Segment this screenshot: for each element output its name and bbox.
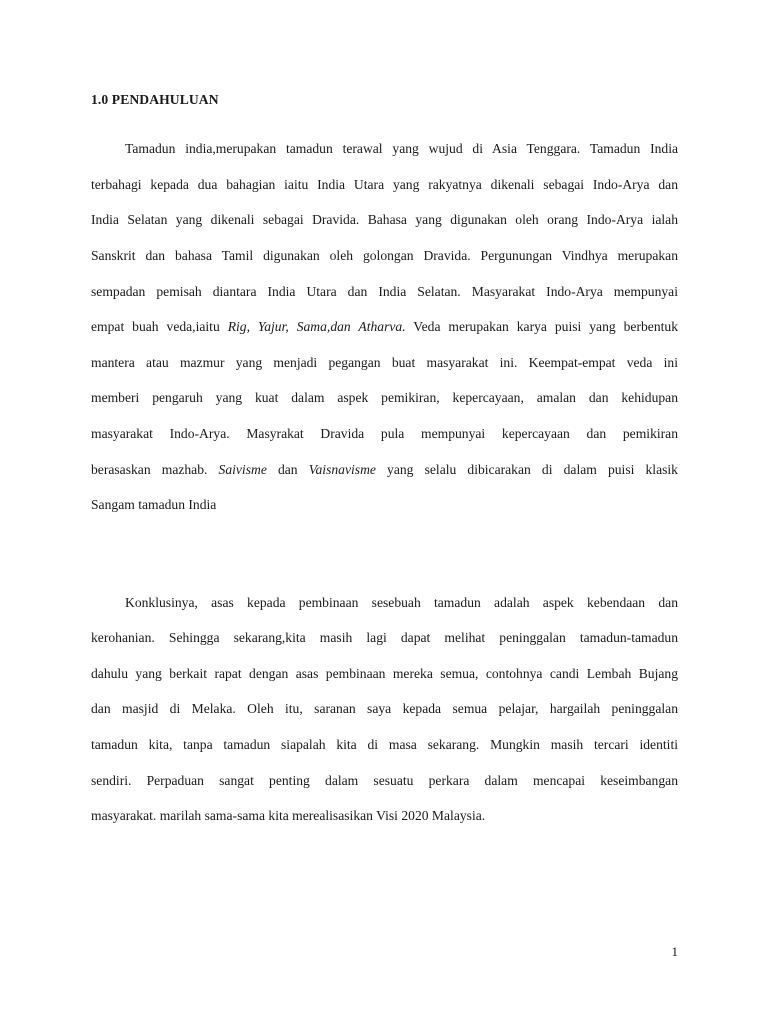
paragraph1-line-2: terbahagi kepada dua bahagian iaitu India Utara yang rakyatnya dikenali sebagai Indo-Arya dan	[91, 177, 678, 192]
page-number: 1	[671, 944, 678, 959]
line10-text-mid: dan	[266, 462, 309, 477]
paragraph2-line-4: dan masjid di Melaka. Oleh itu, saranan saya kepada semua pelajar, hargailah peninggalan	[91, 701, 678, 716]
paragraph1-line-9: masyarakat Indo-Arya. Masyrakat Dravida pula mempunyai kepercayaan dan pemikiran	[91, 426, 678, 441]
paragraph1-line-10	[91, 461, 678, 479]
paragraph1-line-11: Sangam tamadun India	[91, 497, 217, 512]
paragraph2-line-3: dahulu yang berkait rapat dengan asas pembinaan mereka semua, contohnya candi Lembah Bujang	[91, 666, 678, 681]
line6-text-b: Veda merupakan karya puisi yang berbentuk	[405, 319, 678, 334]
paragraph2-line-1: Konklusinya, asas kepada pembinaan sesebuah tamadun adalah aspek kebendaan dan	[125, 595, 678, 610]
paragraph1-line-3: India Selatan yang dikenali sebagai Dravida. Bahasa yang digunakan oleh orang Indo-Arya ialah	[91, 212, 678, 227]
paragraph1-line-1: Tamadun india,merupakan tamadun terawal yang wujud di Asia Tenggara. Tamadun India	[125, 141, 678, 156]
line6-text-a: empat buah veda,iaitu	[91, 319, 228, 334]
section-heading: 1.0 PENDAHULUAN	[91, 92, 219, 107]
line10-text-b: yang selalu dibicarakan di dalam puisi klasik	[375, 462, 678, 477]
paragraph2-line-2: kerohanian. Sehingga sekarang,kita masih lagi dapat melihat peninggalan tamadun-tamadun	[91, 630, 678, 645]
paragraph1-line-5: sempadan pemisah diantara India Utara dan India Selatan. Masyarakat Indo-Arya mempunyai	[91, 284, 678, 299]
paragraph2-line-5: tamadun kita, tanpa tamadun siapalah kita di masa sekarang. Mungkin masih tercari identiti	[91, 737, 678, 752]
paragraph2-line-6: sendiri. Perpaduan sangat penting dalam sesuatu perkara dalam mencapai keseimbangan	[91, 773, 678, 788]
saivisme-italic: Saivisme	[218, 462, 267, 477]
paragraph1-line-8: memberi pengaruh yang kuat dalam aspek pemikiran, kepercayaan, amalan dan kehidupan	[91, 390, 678, 405]
paragraph1-line-4: Sanskrit dan bahasa Tamil digunakan oleh golongan Dravida. Pergunungan Vindhya merupakan	[91, 248, 678, 263]
line10-text-a: berasaskan mazhab.	[91, 462, 219, 477]
paragraph1-line-7: mantera atau mazmur yang menjadi pegangan buat masyarakat ini. Keempat-empat veda ini	[91, 355, 678, 370]
veda-names-italic: Rig, Yajur, Sama,dan Atharva.	[227, 319, 406, 334]
paragraph2-line-7: masyarakat. marilah sama-sama kita merealisasikan Visi 2020 Malaysia.	[91, 808, 486, 823]
paragraph1-line-6	[91, 318, 678, 336]
vaisnavisme-italic: Vaisnavisme	[308, 462, 376, 477]
